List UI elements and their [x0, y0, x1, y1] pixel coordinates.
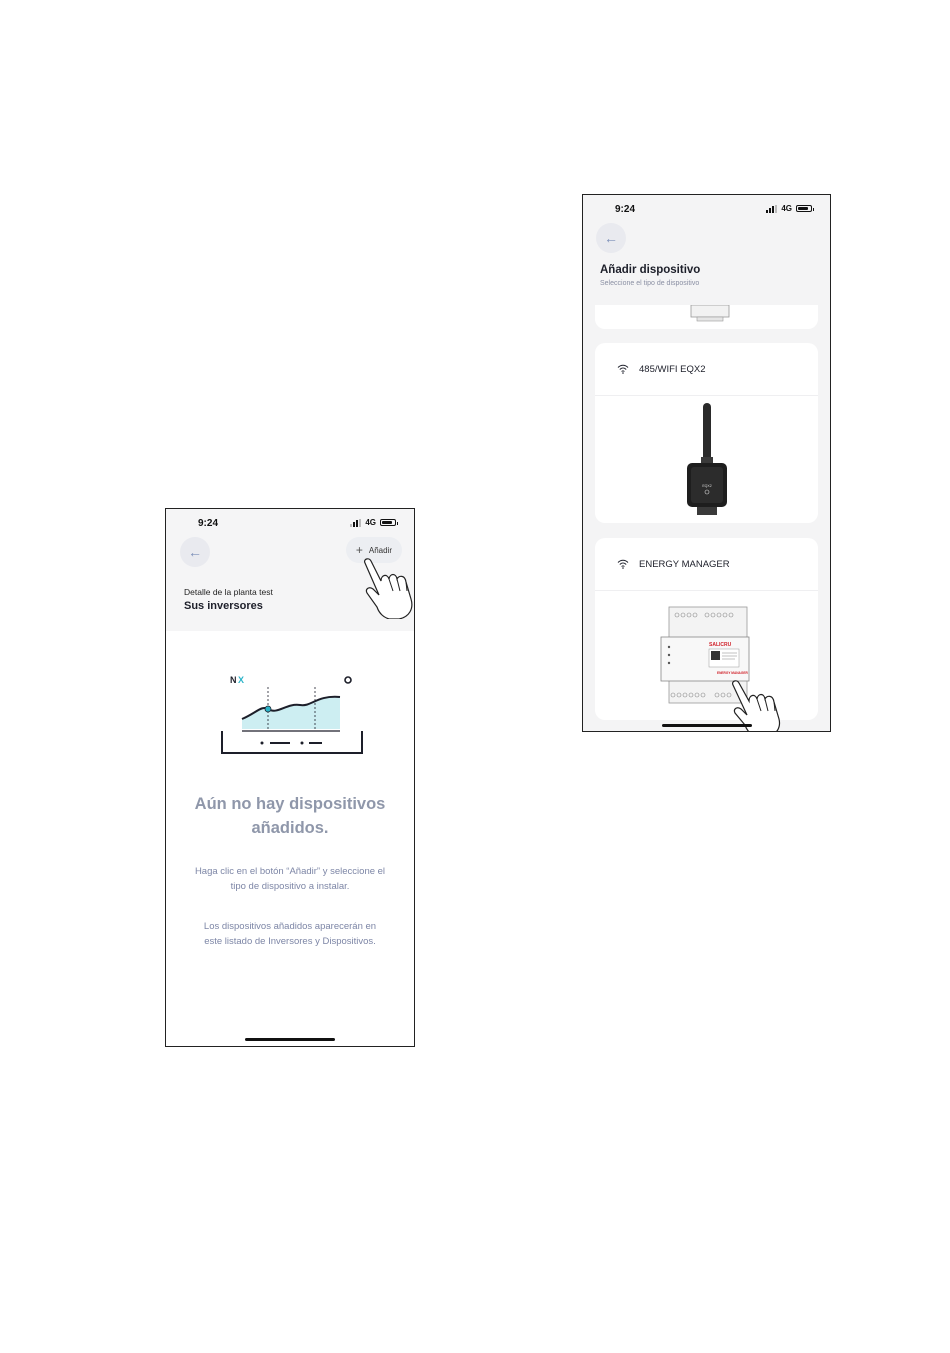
status-time: 9:24 — [198, 518, 219, 529]
device-card-header — [595, 538, 818, 591]
arrow-left-icon: ← — [188, 544, 202, 560]
device-name: 485/WIFI EQX2 — [639, 363, 706, 375]
status-time: 9:24 — [615, 204, 636, 215]
page-subtitle: Seleccione el tipo de dispositivo — [600, 280, 700, 287]
phone-screen-add-device — [582, 194, 831, 732]
arrow-left-icon: ← — [604, 230, 618, 246]
empty-state-title: Aún no hay dispositivos añadidos. — [194, 795, 386, 837]
battery-icon — [796, 205, 812, 212]
device-image-partial — [687, 305, 733, 323]
svg-text:EQX2: EQX2 — [701, 483, 712, 488]
signal-icon — [766, 205, 777, 213]
device-card-header — [595, 343, 818, 396]
status-indicators — [766, 204, 812, 213]
network-label: 4G — [365, 518, 376, 527]
device-card-485-wifi[interactable] — [595, 343, 818, 523]
empty-state-instruction: Haga clic en el botón “Añadir” y seleccione el tipo de dispositivo a instalar. — [194, 866, 386, 892]
empty-chart-illustration — [216, 669, 366, 759]
brand-logo: SALICRU — [708, 641, 731, 648]
status-bar — [166, 509, 414, 537]
wifi-dongle-image — [677, 401, 737, 519]
home-indicator — [662, 724, 752, 727]
svg-text:N: N — [230, 675, 237, 685]
device-image-container — [595, 396, 818, 523]
back-button[interactable] — [180, 537, 210, 567]
device-name: ENERGY MANAGER — [639, 558, 730, 570]
status-bar — [583, 195, 830, 223]
battery-icon — [380, 519, 396, 526]
product-logo: ENERGY MANAGER — [716, 670, 748, 675]
wifi-icon — [617, 559, 629, 569]
svg-text:X: X — [238, 675, 245, 685]
plus-icon: + — [355, 543, 363, 557]
header — [583, 195, 830, 305]
signal-icon — [350, 519, 361, 527]
home-indicator — [245, 1038, 335, 1041]
empty-state-info: Los dispositivos añadidos aparecerán en este listado de Inversores y Dispositivos. — [203, 921, 377, 947]
phone-screen-inverters — [165, 508, 415, 1047]
page-title: Añadir dispositivo — [600, 264, 701, 276]
device-card-partial[interactable] — [595, 305, 818, 329]
plant-detail-label: Detalle de la planta test — [184, 587, 273, 597]
status-indicators — [350, 518, 396, 527]
wifi-icon — [617, 364, 629, 374]
back-button[interactable] — [596, 223, 626, 253]
network-label: 4G — [781, 204, 792, 213]
hand-pointer-icon — [359, 557, 415, 619]
add-button-label: Añadir — [368, 545, 392, 555]
page-title: Sus inversores — [184, 600, 263, 612]
